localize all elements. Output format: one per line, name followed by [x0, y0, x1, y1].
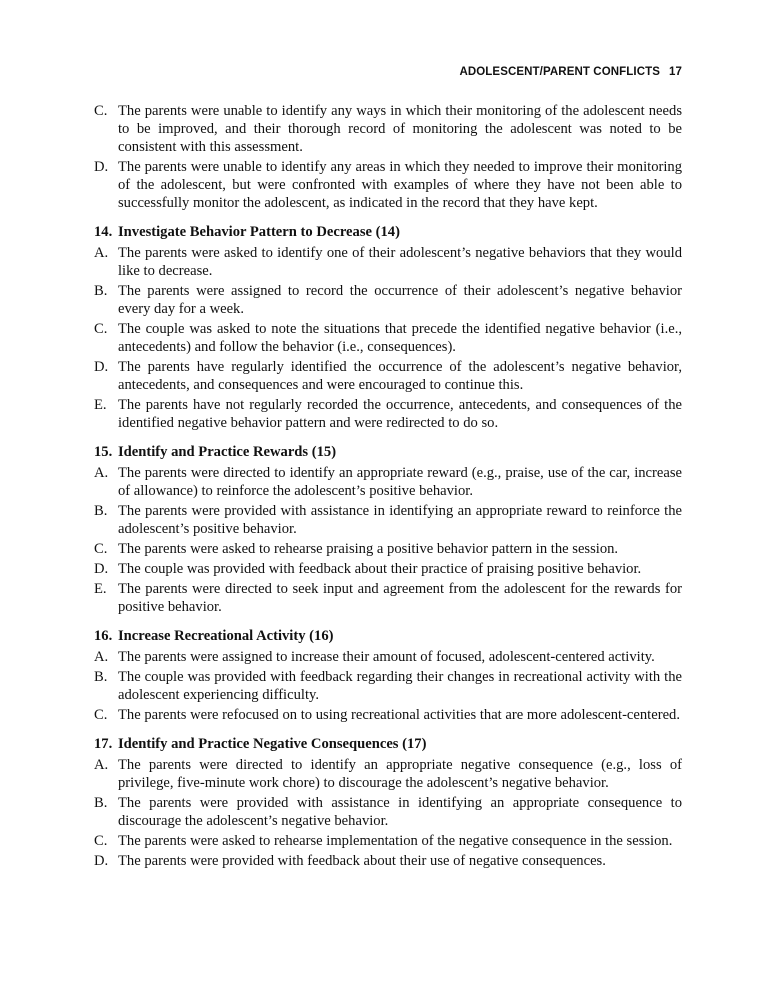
item-letter: D.: [94, 159, 109, 175]
section-17: [94, 735, 682, 870]
list-item: [94, 648, 682, 666]
item-letter: B.: [94, 503, 108, 519]
running-title: ADOLESCENT/PARENT CONFLICTS: [459, 66, 660, 78]
section-title: Identify and Practice Rewards (15): [118, 444, 337, 460]
item-letter: A.: [94, 465, 109, 481]
list-item: [94, 794, 682, 830]
item-text: The parents were asked to identify one of their adolescent’s negative behaviors that they would like to decrease.: [118, 245, 682, 279]
item-text: The parents have not regularly recorded the occurrence, antecedents, and consequences of the identified negative behavior pattern and were redirected to do so.: [118, 397, 682, 431]
list-item: [94, 282, 682, 318]
item-letter: C.: [94, 541, 108, 557]
item-text: The parents were assigned to increase their amount of focused, adolescent-centered activity.: [118, 649, 655, 665]
item-text: The parents were asked to rehearse implementation of the negative consequence in the session.: [118, 833, 673, 849]
list-item: [94, 320, 682, 356]
section-14: [94, 223, 682, 432]
item-text: The parents were directed to identify an appropriate reward (e.g., praise, use of the car, increase of allowance) to reinforce the adolescent’s positive behavior.: [118, 465, 682, 499]
item-letter: D.: [94, 853, 109, 869]
intro-list: [94, 102, 682, 212]
item-text: The parents were provided with assistance in identifying an appropriate reward to reinforce the adolescent’s positive behavior.: [118, 503, 682, 537]
page-body: [94, 102, 682, 872]
item-text: The parents were directed to identify an appropriate negative consequence (e.g., loss of privilege, five-minute work chore) to discourage the adolescent’s negative behavior.: [118, 757, 682, 791]
section-heading: [94, 443, 682, 461]
item-letter: D.: [94, 561, 109, 577]
item-text: The parents were provided with feedback about their use of negative consequences.: [118, 853, 606, 869]
list-item: [94, 668, 682, 704]
list-item: [94, 756, 682, 792]
item-letter: B.: [94, 669, 108, 685]
item-letter: E.: [94, 581, 107, 597]
item-letter: C.: [94, 833, 108, 849]
item-letter: B.: [94, 795, 108, 811]
section-15: [94, 443, 682, 616]
section-number: 16.: [94, 628, 113, 644]
list-item: [94, 560, 682, 578]
list-item: [94, 244, 682, 280]
item-text: The parents were directed to seek input and agreement from the adolescent for the rewards for positive behavior.: [118, 581, 682, 615]
list-item: [94, 358, 682, 394]
item-letter: C.: [94, 103, 108, 119]
item-text: The parents were provided with assistance in identifying an appropriate consequence to discourage the adolescent’s negative behavior.: [118, 795, 682, 829]
item-letter: A.: [94, 757, 109, 773]
section-heading: [94, 735, 682, 753]
section-number: 14.: [94, 224, 113, 240]
section-title: Investigate Behavior Pattern to Decrease (14): [118, 224, 400, 240]
item-letter: A.: [94, 649, 109, 665]
list-item: [94, 706, 682, 724]
section-number: 17.: [94, 736, 113, 752]
list-item: [94, 102, 682, 156]
item-text: The parents have regularly identified the occurrence of the adolescent’s negative behavior, antecedents, and consequences and were encouraged to continue this.: [118, 359, 682, 393]
list-item: [94, 852, 682, 870]
item-text: The couple was provided with feedback regarding their changes in recreational activity with the adolescent experiencing difficulty.: [118, 669, 682, 703]
item-letter: B.: [94, 283, 108, 299]
item-text: The couple was provided with feedback about their practice of praising positive behavior.: [118, 561, 642, 577]
section-16: [94, 627, 682, 724]
list-item: [94, 832, 682, 850]
list-item: [94, 396, 682, 432]
page-number: 17: [669, 66, 682, 78]
item-letter: A.: [94, 245, 109, 261]
item-text: The parents were unable to identify any ways in which their monitoring of the adolescent needs to be improved, and their thorough record of monitoring the adolescent was noted to be consistent with this assessment.: [118, 103, 682, 155]
section-title: Increase Recreational Activity (16): [118, 628, 334, 644]
running-header: [459, 66, 682, 78]
section-heading: [94, 223, 682, 241]
section-title: Identify and Practice Negative Consequences (17): [118, 736, 427, 752]
item-letter: C.: [94, 321, 108, 337]
item-text: The parents were asked to rehearse praising a positive behavior pattern in the session.: [118, 541, 619, 557]
item-letter: D.: [94, 359, 109, 375]
item-text: The parents were assigned to record the occurrence of their adolescent’s negative behavior every day for a week.: [118, 283, 682, 317]
list-item: [94, 540, 682, 558]
section-heading: [94, 627, 682, 645]
section-number: 15.: [94, 444, 113, 460]
list-item: [94, 502, 682, 538]
list-item: [94, 464, 682, 500]
list-item: [94, 580, 682, 616]
item-text: The parents were refocused on to using recreational activities that are more adolescent-centered.: [118, 707, 681, 723]
item-text: The couple was asked to note the situations that precede the identified negative behavior (i.e., antecedents) and follow the behavior (i.e., consequences).: [118, 321, 682, 355]
item-text: The parents were unable to identify any areas in which they needed to improve their monitoring of the adolescent, but were confronted with examples of where they have not been able to successfully monitor the adolescent, as indicated in the record that they have kept.: [118, 159, 682, 211]
list-item: [94, 158, 682, 212]
item-letter: E.: [94, 397, 107, 413]
item-letter: C.: [94, 707, 108, 723]
